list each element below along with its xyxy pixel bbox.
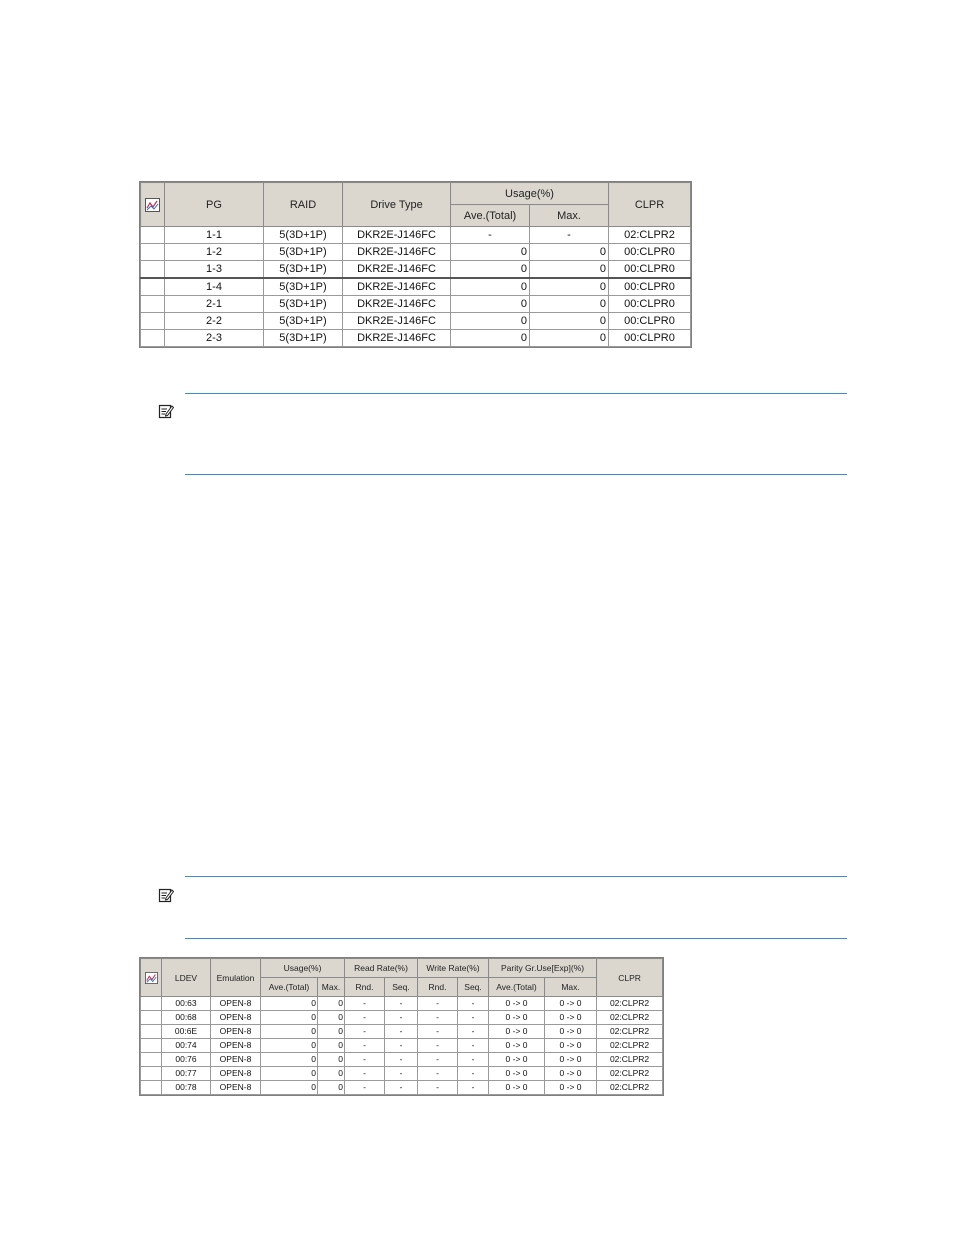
parity-ave-cell: 0 -> 0: [489, 1039, 545, 1053]
ldev-cell: 00:63: [162, 997, 211, 1011]
row-checkbox-cell[interactable]: [141, 244, 165, 261]
emulation-cell: OPEN-8: [211, 1039, 261, 1053]
write-seq-cell: -: [458, 1081, 489, 1095]
col-header-write-rnd[interactable]: Rnd.: [418, 978, 458, 997]
col-header-read-seq[interactable]: Seq.: [385, 978, 418, 997]
read-rnd-cell: -: [345, 1039, 385, 1053]
ave-cell: 0: [451, 330, 530, 347]
col-header-parity-ave[interactable]: Ave.(Total): [489, 978, 545, 997]
ldev-table: [140, 958, 663, 1095]
read-seq-cell: -: [385, 1067, 418, 1081]
col-header-emulation[interactable]: Emulation: [211, 959, 261, 997]
col-header-pg[interactable]: PG: [165, 183, 264, 227]
clpr-cell: 02:CLPR2: [597, 1011, 663, 1025]
col-header-ldev[interactable]: LDEV: [162, 959, 211, 997]
usage-max-cell: 0: [318, 1011, 345, 1025]
drive-type-cell: DKR2E-J146FC: [343, 278, 451, 296]
write-rnd-cell: -: [418, 1025, 458, 1039]
usage-ave-cell: 0: [261, 1081, 318, 1095]
row-checkbox-cell[interactable]: [141, 997, 162, 1011]
clpr-cell: 00:CLPR0: [609, 261, 691, 279]
usage-max-cell: 0: [318, 1081, 345, 1095]
max-cell: 0: [530, 330, 609, 347]
max-cell: 0: [530, 296, 609, 313]
parity-max-cell: 0 -> 0: [545, 1025, 597, 1039]
row-checkbox-cell[interactable]: [141, 1025, 162, 1039]
table-row[interactable]: [141, 997, 663, 1011]
write-rnd-cell: -: [418, 1053, 458, 1067]
read-seq-cell: -: [385, 1025, 418, 1039]
write-rnd-cell: -: [418, 997, 458, 1011]
ldev-cell: 00:76: [162, 1053, 211, 1067]
note-rule-bottom: [185, 938, 847, 939]
parity-ave-cell: 0 -> 0: [489, 997, 545, 1011]
read-rnd-cell: -: [345, 1081, 385, 1095]
col-header-write-seq[interactable]: Seq.: [458, 978, 489, 997]
read-seq-cell: -: [385, 1039, 418, 1053]
table-row[interactable]: [141, 261, 691, 279]
clpr-cell: 00:CLPR0: [609, 244, 691, 261]
drive-type-cell: DKR2E-J146FC: [343, 227, 451, 244]
row-checkbox-cell[interactable]: [141, 1011, 162, 1025]
table-row[interactable]: [141, 1039, 663, 1053]
col-header-clpr[interactable]: CLPR: [609, 183, 691, 227]
emulation-cell: OPEN-8: [211, 1025, 261, 1039]
row-checkbox-cell[interactable]: [141, 296, 165, 313]
write-rnd-cell: -: [418, 1039, 458, 1053]
raid-cell: 5(3D+1P): [264, 244, 343, 261]
ave-cell: -: [451, 227, 530, 244]
note-rule-bottom: [185, 474, 847, 475]
row-checkbox-cell[interactable]: [141, 1067, 162, 1081]
max-cell: 0: [530, 244, 609, 261]
ave-cell: 0: [451, 313, 530, 330]
pg-cell: 2-2: [165, 313, 264, 330]
drive-type-cell: DKR2E-J146FC: [343, 244, 451, 261]
raid-cell: 5(3D+1P): [264, 278, 343, 296]
emulation-cell: OPEN-8: [211, 1053, 261, 1067]
write-seq-cell: -: [458, 1039, 489, 1053]
clpr-cell: 02:CLPR2: [609, 227, 691, 244]
parity-ave-cell: 0 -> 0: [489, 1011, 545, 1025]
pg-cell: 1-4: [165, 278, 264, 296]
line-graph-icon: [145, 972, 158, 984]
table-row[interactable]: [141, 244, 691, 261]
max-cell: 0: [530, 278, 609, 296]
pg-cell: 1-2: [165, 244, 264, 261]
usage-ave-cell: 0: [261, 1039, 318, 1053]
parity-max-cell: 0 -> 0: [545, 1081, 597, 1095]
usage-max-cell: 0: [318, 1067, 345, 1081]
row-checkbox-cell[interactable]: [141, 1081, 162, 1095]
row-checkbox-cell[interactable]: [141, 1039, 162, 1053]
write-seq-cell: -: [458, 997, 489, 1011]
ave-cell: 0: [451, 278, 530, 296]
row-checkbox-cell[interactable]: [141, 330, 165, 347]
col-header-parity-max[interactable]: Max.: [545, 978, 597, 997]
table-row[interactable]: [141, 1067, 663, 1081]
parity-ave-cell: 0 -> 0: [489, 1053, 545, 1067]
col-header-read-rate: Read Rate(%): [345, 959, 418, 978]
note-rule-top: [185, 393, 847, 394]
ldev-cell: 00:74: [162, 1039, 211, 1053]
pg-cell: 2-1: [165, 296, 264, 313]
usage-ave-cell: 0: [261, 1067, 318, 1081]
col-header-usage: Usage(%): [261, 959, 345, 978]
col-header-max[interactable]: Max.: [530, 205, 609, 227]
usage-max-cell: 0: [318, 1053, 345, 1067]
read-seq-cell: -: [385, 1081, 418, 1095]
clpr-cell: 02:CLPR2: [597, 1053, 663, 1067]
row-checkbox-cell[interactable]: [141, 1053, 162, 1067]
parity-max-cell: 0 -> 0: [545, 997, 597, 1011]
read-rnd-cell: -: [345, 1011, 385, 1025]
emulation-cell: OPEN-8: [211, 997, 261, 1011]
write-seq-cell: -: [458, 1067, 489, 1081]
row-checkbox-cell[interactable]: [141, 261, 165, 279]
read-seq-cell: -: [385, 997, 418, 1011]
parity-ave-cell: 0 -> 0: [489, 1081, 545, 1095]
max-cell: 0: [530, 261, 609, 279]
col-header-usage-ave[interactable]: Ave.(Total): [261, 978, 318, 997]
ldev-cell: 00:77: [162, 1067, 211, 1081]
table-row[interactable]: [141, 330, 691, 347]
raid-cell: 5(3D+1P): [264, 261, 343, 279]
pg-cell: 2-3: [165, 330, 264, 347]
col-header-drive-type[interactable]: Drive Type: [343, 183, 451, 227]
col-header-parity-use: Parity Gr.Use[Exp](%): [489, 959, 597, 978]
table-row[interactable]: [141, 227, 691, 244]
read-rnd-cell: -: [345, 1067, 385, 1081]
clpr-cell: 02:CLPR2: [597, 1081, 663, 1095]
table-row[interactable]: [141, 1053, 663, 1067]
graph-toggle-header[interactable]: [141, 959, 162, 997]
write-rnd-cell: -: [418, 1081, 458, 1095]
emulation-cell: OPEN-8: [211, 1011, 261, 1025]
pg-cell: 1-3: [165, 261, 264, 279]
parity-max-cell: 0 -> 0: [545, 1011, 597, 1025]
line-graph-icon: [145, 198, 160, 212]
write-rnd-cell: -: [418, 1011, 458, 1025]
row-checkbox-cell[interactable]: [141, 278, 165, 296]
read-rnd-cell: -: [345, 997, 385, 1011]
raid-cell: 5(3D+1P): [264, 296, 343, 313]
max-cell: -: [530, 227, 609, 244]
usage-max-cell: 0: [318, 1025, 345, 1039]
parity-max-cell: 0 -> 0: [545, 1053, 597, 1067]
col-header-read-rnd[interactable]: Rnd.: [345, 978, 385, 997]
note-icon: [158, 887, 174, 903]
col-header-usage-max[interactable]: Max.: [318, 978, 345, 997]
pg-cell: 1-1: [165, 227, 264, 244]
row-checkbox-cell[interactable]: [141, 313, 165, 330]
ave-cell: 0: [451, 261, 530, 279]
parity-ave-cell: 0 -> 0: [489, 1025, 545, 1039]
table-row[interactable]: [141, 278, 691, 296]
clpr-cell: 02:CLPR2: [597, 1067, 663, 1081]
clpr-cell: 00:CLPR0: [609, 296, 691, 313]
clpr-cell: 02:CLPR2: [597, 997, 663, 1011]
parity-ave-cell: 0 -> 0: [489, 1067, 545, 1081]
max-cell: 0: [530, 313, 609, 330]
raid-cell: 5(3D+1P): [264, 227, 343, 244]
raid-cell: 5(3D+1P): [264, 330, 343, 347]
usage-max-cell: 0: [318, 1039, 345, 1053]
write-rnd-cell: -: [418, 1067, 458, 1081]
drive-type-cell: DKR2E-J146FC: [343, 296, 451, 313]
read-seq-cell: -: [385, 1053, 418, 1067]
write-seq-cell: -: [458, 1011, 489, 1025]
write-seq-cell: -: [458, 1025, 489, 1039]
note-rule-top: [185, 876, 847, 877]
table-row[interactable]: [141, 1011, 663, 1025]
row-checkbox-cell[interactable]: [141, 227, 165, 244]
usage-ave-cell: 0: [261, 997, 318, 1011]
read-seq-cell: -: [385, 1011, 418, 1025]
raid-cell: 5(3D+1P): [264, 313, 343, 330]
clpr-cell: 00:CLPR0: [609, 313, 691, 330]
col-header-usage: Usage(%): [451, 183, 609, 205]
ave-cell: 0: [451, 296, 530, 313]
col-header-clpr[interactable]: CLPR: [597, 959, 663, 997]
clpr-cell: 00:CLPR0: [609, 330, 691, 347]
col-header-write-rate: Write Rate(%): [418, 959, 489, 978]
drive-type-cell: DKR2E-J146FC: [343, 261, 451, 279]
read-rnd-cell: -: [345, 1053, 385, 1067]
ldev-cell: 00:6E: [162, 1025, 211, 1039]
drive-type-cell: DKR2E-J146FC: [343, 330, 451, 347]
col-header-ave-total[interactable]: Ave.(Total): [451, 205, 530, 227]
usage-ave-cell: 0: [261, 1053, 318, 1067]
write-seq-cell: -: [458, 1053, 489, 1067]
ave-cell: 0: [451, 244, 530, 261]
table-row[interactable]: [141, 313, 691, 330]
table-row[interactable]: [141, 296, 691, 313]
read-rnd-cell: -: [345, 1025, 385, 1039]
clpr-cell: 02:CLPR2: [597, 1025, 663, 1039]
graph-toggle-header[interactable]: [141, 183, 165, 227]
emulation-cell: OPEN-8: [211, 1067, 261, 1081]
clpr-cell: 00:CLPR0: [609, 278, 691, 296]
emulation-cell: OPEN-8: [211, 1081, 261, 1095]
clpr-cell: 02:CLPR2: [597, 1039, 663, 1053]
parity-group-table: [140, 182, 691, 347]
parity-max-cell: 0 -> 0: [545, 1067, 597, 1081]
ldev-cell: 00:78: [162, 1081, 211, 1095]
drive-type-cell: DKR2E-J146FC: [343, 313, 451, 330]
parity-max-cell: 0 -> 0: [545, 1039, 597, 1053]
table-row[interactable]: [141, 1081, 663, 1095]
col-header-raid[interactable]: RAID: [264, 183, 343, 227]
ldev-cell: 00:68: [162, 1011, 211, 1025]
usage-ave-cell: 0: [261, 1025, 318, 1039]
note-icon: [158, 403, 174, 419]
table-row[interactable]: [141, 1025, 663, 1039]
usage-ave-cell: 0: [261, 1011, 318, 1025]
usage-max-cell: 0: [318, 997, 345, 1011]
